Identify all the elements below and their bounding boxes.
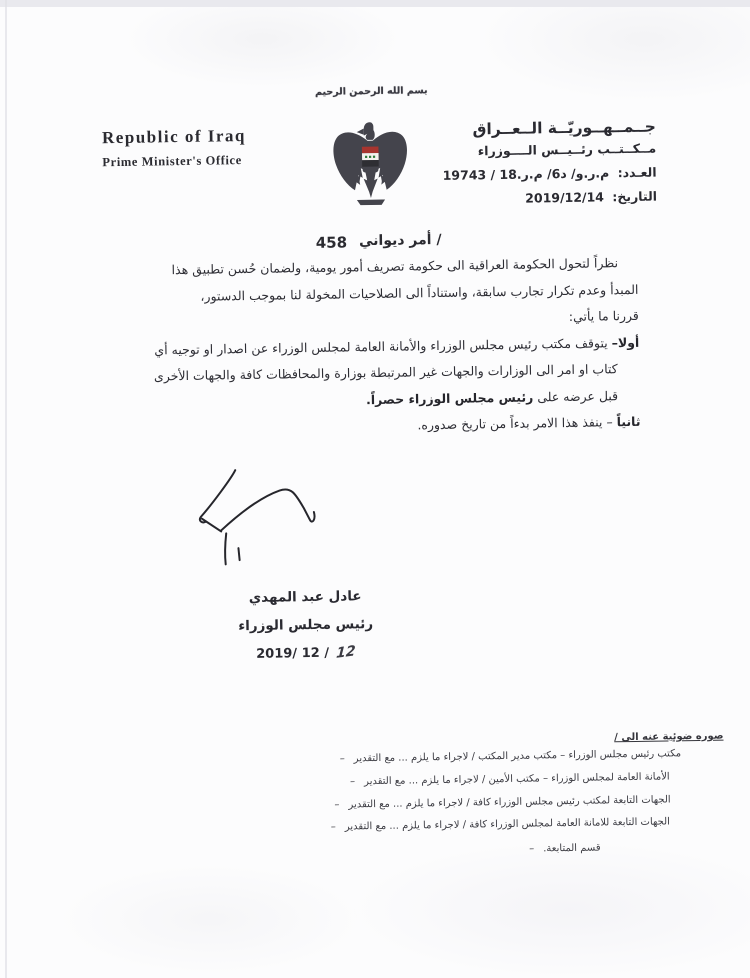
letterhead-arabic <box>404 118 657 208</box>
intro-line-3: قررنا ما يأتي: <box>568 307 639 324</box>
reference-number-line <box>405 165 657 184</box>
distribution-heading: صوره ضوئية عنه الى / <box>614 730 724 744</box>
date-label: التاريخ: <box>612 188 658 205</box>
letterhead-english <box>102 126 247 170</box>
distribution-item-text: الجهات التابعة للامانة العامة لمجلس الوزراء كافة / لاجراء ما يلزم ... مع التقدير <box>344 816 670 833</box>
clause-first-bold-3: رئيس مجلس الوزراء حصراً. <box>365 389 534 407</box>
clause-second-text: – ينفذ هذا الامر بدءاً من تاريخ صدوره. <box>417 414 613 433</box>
flag-shield <box>361 146 379 167</box>
dash-bullet: – <box>334 799 340 811</box>
signature-scribble <box>191 458 351 590</box>
distribution-item <box>350 771 670 787</box>
signature-date-handwritten: 12 <box>336 642 357 662</box>
office-name-arabic: مــكــتــب رئــيــس الــــوزراء <box>477 140 657 159</box>
distribution-item <box>331 816 670 832</box>
dash-bullet: – <box>529 843 535 855</box>
distribution-item-text: الأمانة العامة لمجلس الوزراء – مكتب الأمين / لاجراء ما يلزم ... مع التقدير <box>364 771 670 788</box>
bismillah-calligraphy: بسم الله الرحمن الرحيم <box>314 85 428 98</box>
eagle-beak <box>357 129 364 135</box>
office-name-english: Prime Minister's Office <box>102 153 242 170</box>
signatory-title: رئيس مجلس الوزراء <box>238 616 374 635</box>
date-line <box>405 189 657 208</box>
distribution-item <box>334 794 670 810</box>
distribution-item <box>340 748 681 764</box>
order-body <box>106 250 641 444</box>
clause-first-text-1: يتوقف مكتب رئيس مجلس الوزراء والأمانة العامة لمجلس الوزراء عن اصدار او توجيه أي <box>154 334 608 357</box>
dash-bullet: – <box>350 776 356 788</box>
clause-first-lead: أولا– <box>611 334 640 350</box>
intro-line-2: المبدأ وعدم تكرار تجارب سابقة، واستناداً الى الصلاحيات المخولة لنا بموجب الدستور، <box>200 281 639 304</box>
country-name-english: Republic of Iraq <box>101 125 247 148</box>
dash-bullet: – <box>339 753 345 765</box>
order-title-label: أمر ديواني / <box>358 231 442 250</box>
dash-bullet: – <box>330 821 336 833</box>
reference-number-label: العـدد: <box>617 164 657 181</box>
distribution-item-text: قسم المتابعة. <box>543 842 601 855</box>
eagle-head <box>364 122 375 140</box>
signature-date <box>214 644 398 663</box>
clause-first-text-3: قبل عرضه على <box>537 387 619 404</box>
reference-number-value: م.ر.و/ د6/ م.ر.18 / 19743 <box>442 165 610 183</box>
intro-line-1: نظراً لتحول الحكومة العراقية الى حكومة تصريف أمور يومية، ولضمان حُسن تطبيق هذا <box>171 255 619 278</box>
distribution-item <box>529 843 601 855</box>
order-number: 458 <box>315 233 348 252</box>
order-title <box>284 231 474 252</box>
date-value: 2019/12/14 <box>525 189 605 206</box>
iraq-coat-of-arms-emblem <box>326 117 416 218</box>
clause-second-lead: ثانياً <box>616 413 641 430</box>
distribution-item-text: مكتب رئيس مجلس الوزراء – مكتب مدير المكتب / لاجراء ما يلزم ... مع التقدير <box>353 748 682 765</box>
country-name-arabic: جــمــهــوريّــة الــعــراق <box>472 117 657 139</box>
eagle-tail <box>364 171 378 198</box>
emblem-base-scroll <box>357 199 385 205</box>
signature-date-typed: 2019/ 12 / <box>256 645 330 662</box>
clause-first-line-2: كتاب او امر الى الوزارات والجهات غير المرتبطة بوزارة والمحافظات كافة والجهات الأخرى <box>153 361 618 384</box>
signatory-name: عادل عبد المهدي <box>248 588 362 607</box>
distribution-item-text: الجهات التابعة لمكتب رئيس مجلس الوزراء كافة / لاجراء ما يلزم ... مع التقدير <box>348 794 671 811</box>
